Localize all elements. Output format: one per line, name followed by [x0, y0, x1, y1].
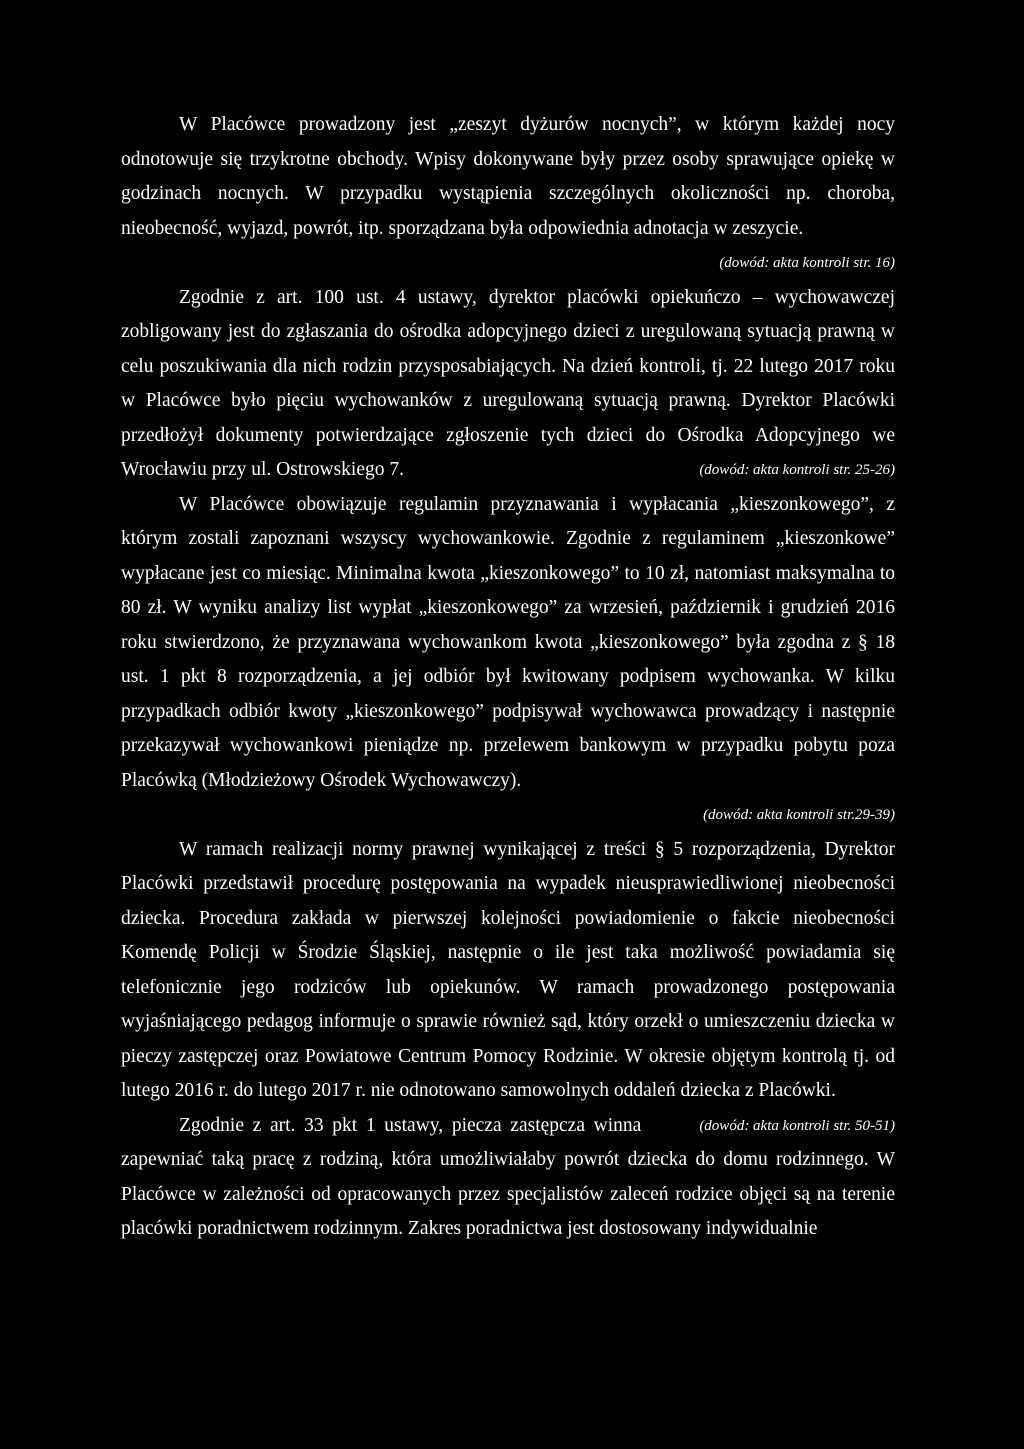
paragraph-absence-text: W ramach realizacji normy prawnej wynikającej z treści § 5 rozporządzenia, Dyrektor Placówki przedstawił procedurę postępowania na wypadek nieusprawiedliwionej nieobecności dziecka. Procedura zakłada w pierwszej kolejności powiadomienie o fakcie nieobecności Komendę Policji w Środzie Śląskiej, następnie o ile jest taka możliwość powiadamia się telefonicznie jego rodziców lub opiekunów. W ramach prowadzonego postępowania wyjaśniającego pedagog informuje o sprawie również sąd, który orzekł o umieszczeniu dziecka w pieczy zastępczej oraz Powiatowe Centrum Pomocy Rodzinie. W okresie objętym kontrolą tj. od lutego 2016 r. do lutego 2017 r. nie odnotowano samowolnych oddaleń dziecka z Placówki. [121, 838, 895, 1101]
document-page [121, 108, 895, 1247]
citation-evidence-29-39: (dowód: akta kontroli str.29-39) [703, 807, 895, 823]
paragraph-adoption-text: Zgodnie z art. 100 ust. 4 ustawy, dyrektor placówki opiekuńczo – wychowawczej zobligowany jest do zgłaszania do ośrodka adopcyjnego dzieci z uregulowaną sytuacją prawną w celu poszukiwania dla nich rodzin przysposabiających. Na dzień kontroli, tj. 22 lutego 2017 roku w Placówce było pięciu wychowanków z uregulowaną sytuacją prawną. Dyrektor Placówki przedłożył dokumenty potwierdzające zgłoszenie tych dzieci do Ośrodka Adopcyjnego we Wrocławiu przy ul. Ostrowskiego 7. [121, 286, 895, 480]
paragraph-adoption [121, 281, 895, 488]
paragraph-pocket-money: W Placówce obowiązuje regulamin przyznawania i wypłacania „kieszonkowego”, z którym zostali zapoznani wszyscy wychowankowie. Zgodnie z regulaminem „kieszonkowe” wypłacane jest co miesiąc. Minimalna kwota „kieszonkowego” to 10 zł, natomiast maksymalna to 80 zł. W wyniku analizy list wypłat „kieszonkowego” za wrzesień, październik i grudzień 2016 roku stwierdzono, że przyznawana wychowankom kwota „kieszonkowego” była zgodna z § 18 ust. 1 pkt 8 rozporządzenia, a jej odbiór był kwitowany podpisem wychowanka. W kilku przypadkach odbiór kwoty „kieszonkowego” podpisywał wychowawca prowadzący i następnie przekazywał wychowankowi pieniądze np. przelewem bankowym w przypadku pobytu poza Placówką (Młodzieżowy Ośrodek Wychowawczy). [121, 493, 895, 791]
paragraph-absence-procedure [121, 833, 895, 1134]
citation-evidence-25-26: (dowód: akta kontroli str. 25-26) [699, 462, 895, 478]
paragraph-family-work: Zgodnie z art. 33 pkt 1 ustawy, piecza zastępcza winna zapewniać taką pracę z rodziną, która umożliwiałaby powrót dziecka do domu rodzinnego. W Placówce w zależności od opracowanych przez specjalistów zaleceń rodzice objęci są na terenie placówki poradnictwem rodzinnym. Zakres poradnictwa jest dostosowany indywidualnie [121, 1114, 895, 1239]
citation-evidence-50-51: (dowód: akta kontroli str. 50-51) [699, 1117, 895, 1134]
citation-evidence-16: (dowód: akta kontroli str. 16) [719, 255, 895, 271]
paragraph-night-duty: W Placówce prowadzony jest „zeszyt dyżurów nocnych”, w którym każdej nocy odnotowuje się trzykrotne obchody. Wpisy dokonywane były przez osoby sprawujące opiekę w godzinach nocnych. W przypadku wystąpienia szczególnych okoliczności np. choroba, nieobecność, wyjazd, powrót, itp. sporządzana była odpowiednia adnotacja w zeszycie. [121, 114, 895, 239]
